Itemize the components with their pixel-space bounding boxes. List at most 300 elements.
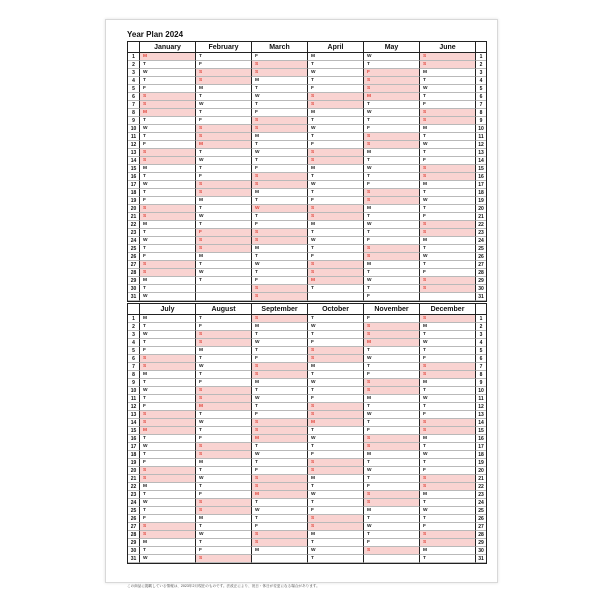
day-cell: T: [419, 149, 475, 157]
day-number-right: 14: [475, 157, 486, 165]
day-number-left: 23: [128, 491, 139, 499]
day-cell: M: [419, 237, 475, 245]
day-cell: T: [139, 491, 195, 499]
day-number-left: 26: [128, 253, 139, 261]
day-cell: M: [419, 125, 475, 133]
day-cell: F: [419, 213, 475, 221]
day-number-right: 23: [475, 491, 486, 499]
day-cell: F: [307, 451, 363, 459]
day-cell: S: [251, 61, 307, 69]
day-cell: S: [195, 189, 251, 197]
day-number-right: 8: [475, 371, 486, 379]
day-cell: F: [251, 221, 307, 229]
day-cell-empty: [307, 293, 363, 301]
day-cell: T: [195, 427, 251, 435]
day-cell: M: [195, 515, 251, 523]
day-cell: M: [251, 435, 307, 443]
month-header: August: [195, 304, 251, 315]
day-cell: M: [363, 395, 419, 403]
day-number-right: 29: [475, 539, 486, 547]
day-cell: M: [139, 277, 195, 285]
day-number-right: 11: [475, 133, 486, 141]
day-number-right: 9: [475, 117, 486, 125]
day-cell: F: [139, 141, 195, 149]
day-cell: M: [251, 323, 307, 331]
day-cell: M: [195, 85, 251, 93]
day-cell: W: [139, 69, 195, 77]
day-cell: M: [363, 451, 419, 459]
day-number-right: 18: [475, 189, 486, 197]
day-number-right: 26: [475, 253, 486, 261]
day-cell: T: [251, 101, 307, 109]
day-cell: M: [139, 109, 195, 117]
day-cell: M: [307, 531, 363, 539]
day-cell: S: [251, 293, 307, 301]
day-cell: M: [419, 491, 475, 499]
day-cell: S: [363, 387, 419, 395]
day-cell: W: [195, 101, 251, 109]
day-cell-empty: [363, 555, 419, 563]
day-cell: T: [195, 277, 251, 285]
day-cell: T: [307, 331, 363, 339]
day-number-left: 29: [128, 277, 139, 285]
day-cell: W: [251, 451, 307, 459]
day-number-left: 11: [128, 395, 139, 403]
day-cell: W: [139, 555, 195, 563]
day-cell: F: [139, 403, 195, 411]
day-cell: S: [251, 125, 307, 133]
day-number-left: 10: [128, 387, 139, 395]
day-number-left: 5: [128, 347, 139, 355]
day-cell: T: [307, 285, 363, 293]
day-cell: M: [195, 141, 251, 149]
day-cell: S: [139, 101, 195, 109]
day-cell: W: [363, 411, 419, 419]
day-cell: F: [307, 339, 363, 347]
day-cell: S: [139, 149, 195, 157]
day-number-right: 16: [475, 435, 486, 443]
day-cell: S: [251, 181, 307, 189]
day-cell: M: [139, 221, 195, 229]
day-number-right: 5: [475, 85, 486, 93]
day-cell: T: [307, 427, 363, 435]
day-cell: T: [363, 531, 419, 539]
day-cell: S: [139, 419, 195, 427]
day-cell: S: [419, 229, 475, 237]
day-cell: S: [251, 237, 307, 245]
day-number-right: 18: [475, 451, 486, 459]
day-cell: S: [307, 347, 363, 355]
day-number-right: 16: [475, 173, 486, 181]
day-cell: W: [307, 379, 363, 387]
day-number-left: 29: [128, 539, 139, 547]
day-cell: W: [363, 53, 419, 61]
day-cell: S: [195, 507, 251, 515]
day-number-left: 6: [128, 93, 139, 101]
month-header: September: [251, 304, 307, 315]
day-cell: W: [307, 547, 363, 555]
day-number-right: 25: [475, 245, 486, 253]
day-cell: T: [419, 499, 475, 507]
day-number-left: 20: [128, 205, 139, 213]
day-cell: F: [419, 269, 475, 277]
day-number-right: 28: [475, 531, 486, 539]
day-cell: S: [419, 173, 475, 181]
day-cell: W: [363, 467, 419, 475]
day-cell: T: [307, 499, 363, 507]
corner-header: [128, 42, 139, 53]
day-cell: M: [251, 245, 307, 253]
day-number-left: 2: [128, 61, 139, 69]
day-cell: W: [307, 69, 363, 77]
day-cell: T: [251, 141, 307, 149]
day-cell: S: [363, 379, 419, 387]
day-cell: T: [251, 157, 307, 165]
day-cell: W: [195, 157, 251, 165]
day-cell: W: [307, 435, 363, 443]
day-cell: S: [419, 419, 475, 427]
day-cell: T: [139, 117, 195, 125]
day-cell: T: [307, 189, 363, 197]
day-cell: F: [195, 323, 251, 331]
day-cell: F: [139, 253, 195, 261]
day-cell: W: [307, 323, 363, 331]
day-number-left: 12: [128, 141, 139, 149]
day-cell: T: [251, 347, 307, 355]
day-cell: S: [307, 157, 363, 165]
month-header: December: [419, 304, 475, 315]
day-cell: T: [195, 165, 251, 173]
day-number-left: 31: [128, 555, 139, 563]
day-cell: W: [251, 507, 307, 515]
day-number-left: 27: [128, 261, 139, 269]
day-cell: T: [139, 133, 195, 141]
day-cell: M: [195, 403, 251, 411]
calendar-second-half: [127, 303, 487, 564]
day-cell: S: [251, 285, 307, 293]
day-cell: T: [139, 395, 195, 403]
day-number-left: 20: [128, 467, 139, 475]
day-cell: S: [251, 531, 307, 539]
day-cell: S: [419, 221, 475, 229]
day-number-left: 26: [128, 515, 139, 523]
day-cell: T: [419, 245, 475, 253]
day-cell: T: [363, 157, 419, 165]
day-cell: S: [419, 371, 475, 379]
day-cell: T: [195, 93, 251, 101]
day-number-right: 20: [475, 205, 486, 213]
day-cell: S: [307, 101, 363, 109]
day-number-right: 22: [475, 221, 486, 229]
day-number-left: 7: [128, 101, 139, 109]
day-number-right: 23: [475, 229, 486, 237]
day-cell: T: [251, 515, 307, 523]
day-cell: T: [251, 403, 307, 411]
day-cell: F: [419, 101, 475, 109]
day-cell: M: [419, 69, 475, 77]
day-number-left: 28: [128, 269, 139, 277]
day-cell: M: [419, 547, 475, 555]
day-cell: F: [307, 253, 363, 261]
day-cell: S: [307, 269, 363, 277]
day-number-right: 13: [475, 149, 486, 157]
day-cell: S: [307, 205, 363, 213]
day-cell: F: [139, 459, 195, 467]
month-header: March: [251, 42, 307, 53]
day-cell: T: [251, 213, 307, 221]
day-cell: T: [363, 403, 419, 411]
day-cell: W: [307, 491, 363, 499]
day-cell: T: [139, 245, 195, 253]
day-cell: T: [139, 77, 195, 85]
day-cell: S: [419, 109, 475, 117]
day-cell: S: [307, 355, 363, 363]
day-cell: F: [363, 315, 419, 323]
day-number-right: 21: [475, 213, 486, 221]
month-header: February: [195, 42, 251, 53]
day-cell: T: [307, 117, 363, 125]
day-cell: T: [307, 245, 363, 253]
day-number-right: 6: [475, 355, 486, 363]
day-cell: F: [419, 467, 475, 475]
day-cell: T: [363, 173, 419, 181]
day-cell: M: [139, 483, 195, 491]
day-number-right: 13: [475, 411, 486, 419]
page-title: Year Plan 2024: [127, 30, 184, 39]
day-cell: S: [195, 339, 251, 347]
day-cell: S: [419, 363, 475, 371]
day-number-left: 9: [128, 379, 139, 387]
day-number-left: 3: [128, 69, 139, 77]
day-cell: M: [139, 165, 195, 173]
day-cell: T: [195, 315, 251, 323]
day-cell: S: [363, 141, 419, 149]
day-cell: F: [139, 85, 195, 93]
day-cell: F: [363, 539, 419, 547]
month-header: November: [363, 304, 419, 315]
day-cell: T: [307, 173, 363, 181]
day-cell: T: [307, 229, 363, 237]
day-cell: S: [419, 285, 475, 293]
day-cell: F: [363, 237, 419, 245]
day-cell: S: [307, 523, 363, 531]
day-cell: T: [419, 387, 475, 395]
day-cell: T: [251, 387, 307, 395]
day-cell: T: [363, 475, 419, 483]
day-number-left: 7: [128, 363, 139, 371]
day-cell: M: [307, 109, 363, 117]
day-cell: S: [195, 237, 251, 245]
day-cell: F: [363, 125, 419, 133]
day-cell: F: [251, 165, 307, 173]
day-cell: S: [139, 467, 195, 475]
day-cell: T: [363, 101, 419, 109]
day-cell: S: [139, 261, 195, 269]
day-cell: S: [363, 189, 419, 197]
day-cell: S: [195, 245, 251, 253]
day-number-right: 3: [475, 69, 486, 77]
day-cell: S: [307, 93, 363, 101]
day-cell: T: [195, 355, 251, 363]
day-number-left: 4: [128, 77, 139, 85]
day-cell: W: [251, 205, 307, 213]
day-cell: T: [363, 117, 419, 125]
day-cell: W: [139, 499, 195, 507]
day-number-right: 7: [475, 363, 486, 371]
day-cell: T: [419, 555, 475, 563]
day-cell: S: [363, 331, 419, 339]
day-cell: F: [419, 411, 475, 419]
day-cell: S: [307, 467, 363, 475]
day-cell: W: [139, 387, 195, 395]
day-cell: W: [419, 339, 475, 347]
day-cell: F: [195, 173, 251, 181]
day-cell: F: [307, 85, 363, 93]
day-cell: W: [139, 237, 195, 245]
day-cell: W: [419, 253, 475, 261]
day-cell: W: [195, 269, 251, 277]
day-cell: T: [139, 229, 195, 237]
day-number-right: 21: [475, 475, 486, 483]
day-cell: T: [419, 189, 475, 197]
day-number-left: 25: [128, 245, 139, 253]
day-cell: M: [251, 379, 307, 387]
day-cell: T: [139, 379, 195, 387]
day-cell: S: [195, 77, 251, 85]
day-cell: T: [419, 133, 475, 141]
day-cell: M: [251, 77, 307, 85]
day-cell: S: [419, 315, 475, 323]
day-cell: T: [251, 499, 307, 507]
day-cell: T: [363, 285, 419, 293]
day-number-right: 12: [475, 403, 486, 411]
day-number-right: 30: [475, 547, 486, 555]
day-cell: W: [419, 85, 475, 93]
day-number-left: 16: [128, 173, 139, 181]
day-cell: T: [307, 539, 363, 547]
day-number-right: 29: [475, 277, 486, 285]
day-number-left: 27: [128, 523, 139, 531]
day-cell: S: [307, 515, 363, 523]
day-cell: M: [195, 459, 251, 467]
day-cell: F: [363, 69, 419, 77]
day-cell: F: [307, 197, 363, 205]
day-number-left: 11: [128, 133, 139, 141]
day-cell: F: [139, 197, 195, 205]
day-cell: F: [195, 229, 251, 237]
day-cell: F: [195, 435, 251, 443]
day-cell: T: [195, 483, 251, 491]
day-cell: T: [195, 205, 251, 213]
day-cell: T: [195, 467, 251, 475]
day-cell: F: [139, 515, 195, 523]
day-cell: S: [419, 475, 475, 483]
day-cell: W: [195, 475, 251, 483]
day-cell: S: [419, 483, 475, 491]
day-number-right: 27: [475, 261, 486, 269]
day-cell: M: [363, 261, 419, 269]
day-number-right: 17: [475, 443, 486, 451]
day-cell: T: [251, 85, 307, 93]
day-cell: F: [195, 117, 251, 125]
day-cell: W: [363, 355, 419, 363]
day-cell: T: [419, 331, 475, 339]
day-cell: W: [195, 213, 251, 221]
day-cell: S: [139, 523, 195, 531]
day-number-right: 2: [475, 61, 486, 69]
day-cell: S: [363, 323, 419, 331]
day-cell: M: [307, 165, 363, 173]
day-number-right: 19: [475, 197, 486, 205]
day-cell: W: [139, 293, 195, 301]
day-cell: S: [363, 77, 419, 85]
day-cell: S: [363, 133, 419, 141]
day-number-right: 24: [475, 237, 486, 245]
day-cell: T: [419, 459, 475, 467]
day-cell: T: [139, 451, 195, 459]
day-cell: T: [139, 339, 195, 347]
day-cell: M: [419, 379, 475, 387]
day-cell: S: [307, 403, 363, 411]
day-number-left: 22: [128, 483, 139, 491]
day-cell: M: [139, 315, 195, 323]
day-cell: S: [363, 245, 419, 253]
day-number-right: 28: [475, 269, 486, 277]
day-cell: W: [139, 125, 195, 133]
day-cell: S: [363, 435, 419, 443]
day-cell: S: [307, 459, 363, 467]
day-number-left: 6: [128, 355, 139, 363]
day-cell: T: [307, 483, 363, 491]
day-cell: S: [363, 85, 419, 93]
day-number-left: 14: [128, 157, 139, 165]
day-number-right: 1: [475, 53, 486, 61]
day-number-left: 13: [128, 149, 139, 157]
day-cell: M: [251, 491, 307, 499]
day-number-right: 17: [475, 181, 486, 189]
day-number-right: 10: [475, 125, 486, 133]
day-cell: M: [195, 347, 251, 355]
day-number-right: 11: [475, 395, 486, 403]
day-cell: S: [251, 427, 307, 435]
day-number-left: 30: [128, 285, 139, 293]
day-number-left: 4: [128, 339, 139, 347]
day-cell: T: [195, 523, 251, 531]
day-number-left: 19: [128, 197, 139, 205]
day-cell: W: [419, 395, 475, 403]
day-cell: F: [419, 355, 475, 363]
day-cell: F: [363, 427, 419, 435]
day-cell: S: [363, 499, 419, 507]
day-cell: S: [251, 539, 307, 547]
day-cell: M: [363, 93, 419, 101]
day-cell: T: [251, 459, 307, 467]
day-cell: M: [363, 149, 419, 157]
day-cell: M: [307, 363, 363, 371]
day-cell: T: [419, 205, 475, 213]
day-cell: M: [251, 133, 307, 141]
calendar-grid-jul-dec: [127, 303, 487, 564]
day-cell: S: [139, 93, 195, 101]
day-cell: F: [251, 523, 307, 531]
day-cell: S: [195, 331, 251, 339]
day-number-right: 12: [475, 141, 486, 149]
day-number-left: 17: [128, 443, 139, 451]
day-cell: S: [251, 229, 307, 237]
day-cell: T: [251, 331, 307, 339]
day-cell: F: [307, 141, 363, 149]
day-cell: T: [363, 229, 419, 237]
